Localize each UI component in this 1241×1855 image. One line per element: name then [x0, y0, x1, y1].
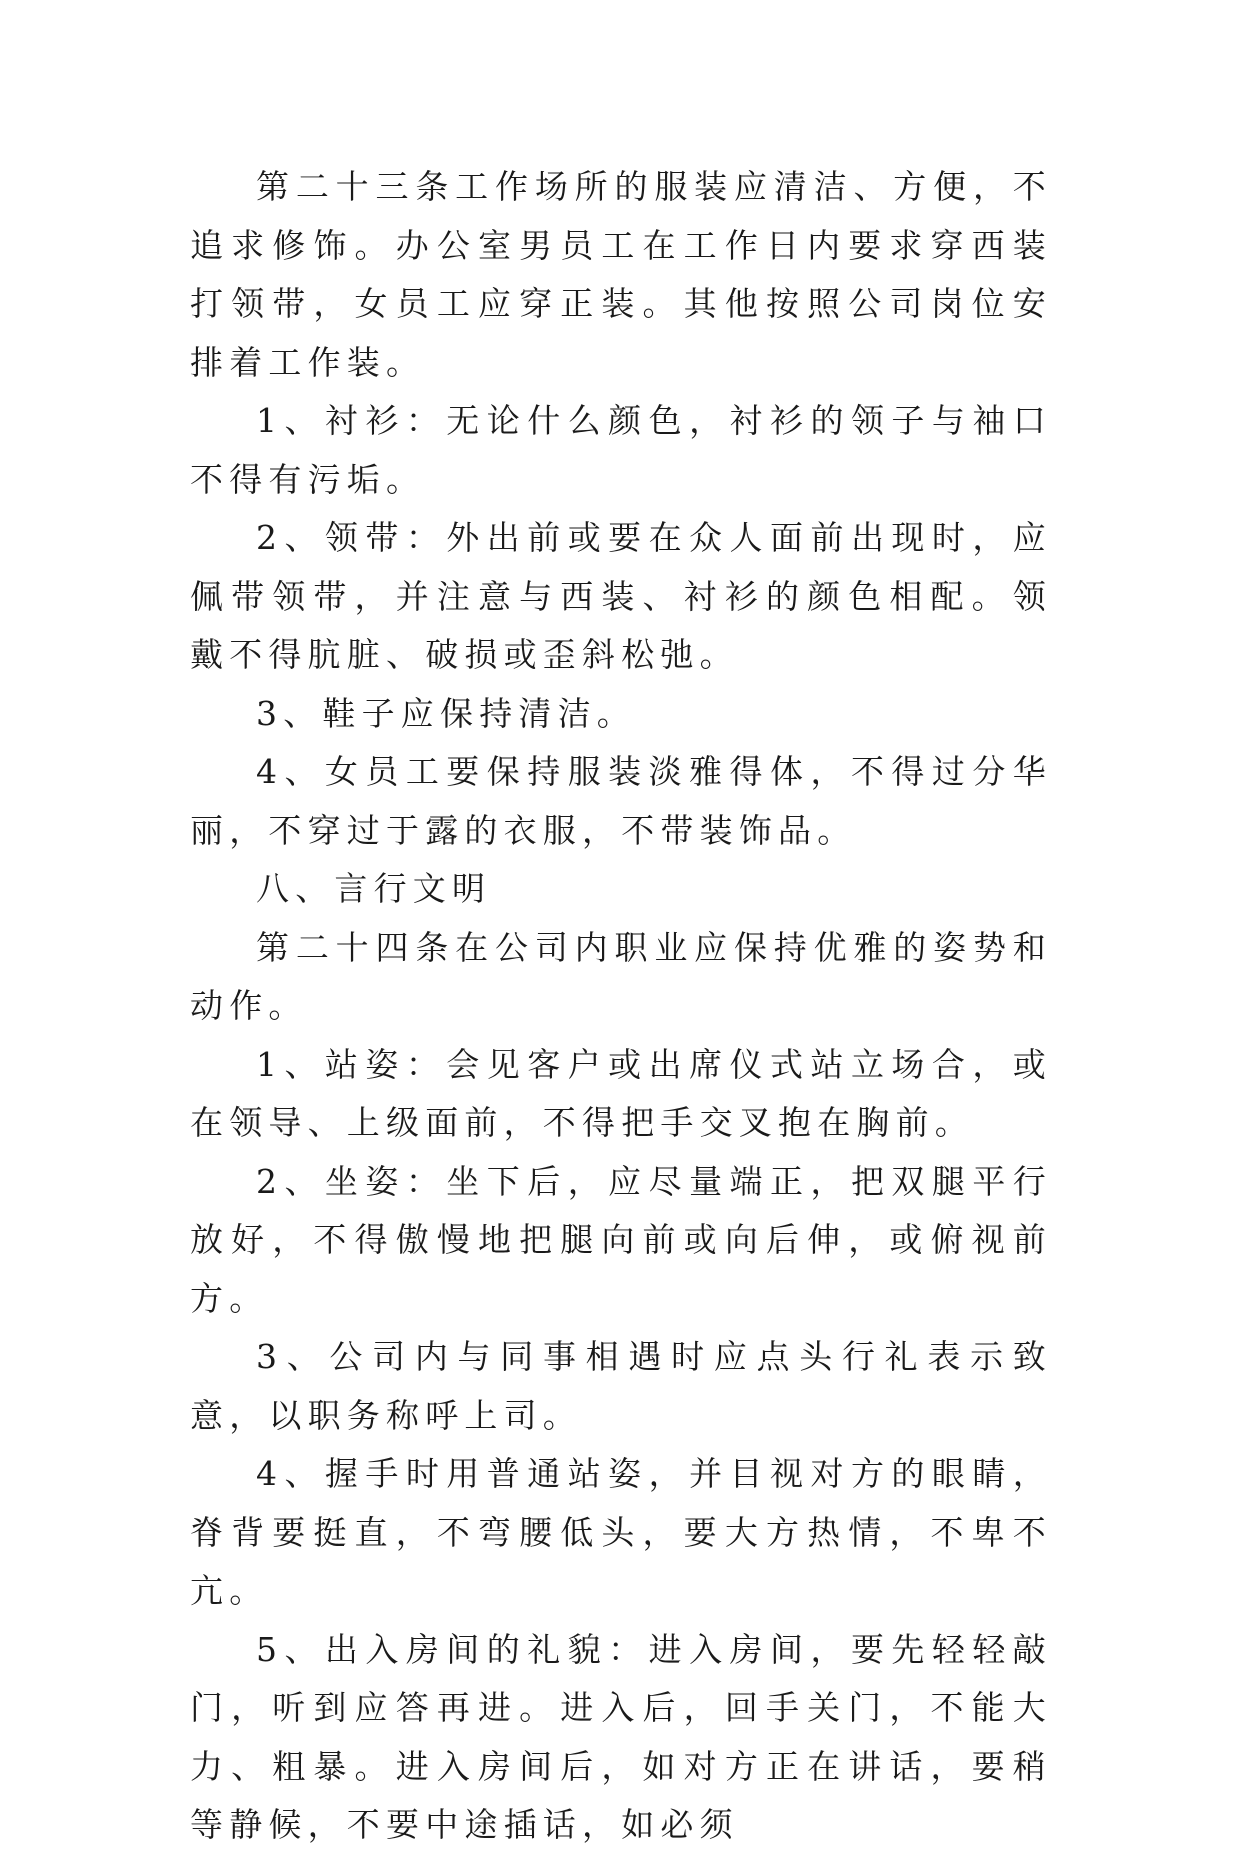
- paragraph-handshake: 4、握手时用普通站姿，并目视对方的眼睛，脊背要挺直，不弯腰低头，要大方热情，不卑不亢。: [190, 1454, 1052, 1610]
- paragraph-greeting: 3、公司内与同事相遇时应点头行礼表示致意，以职务称呼上司。: [190, 1337, 1052, 1435]
- paragraph-shoes: 3、鞋子应保持清洁。: [256, 693, 636, 733]
- document-body: [190, 158, 1052, 1855]
- paragraph-article-24: 第二十四条在公司内职业应保持优雅的姿势和动作。: [190, 927, 1052, 1025]
- paragraph-article-23: 第二十三条工作场所的服装应清洁、方便，不追求修饰。办公室男员工在工作日内要求穿西装打领带，女员工应穿正装。其他按照公司岗位安排着工作装。: [190, 167, 1052, 382]
- paragraph-standing: 1、站姿：会见客户或出席仪式站立场合，或在领导、上级面前，不得把手交叉抱在胸前。: [190, 1044, 1052, 1142]
- paragraph-shirt: 1、衬衫：无论什么颜色，衬衫的领子与袖口不得有污垢。: [190, 401, 1052, 499]
- paragraph-tie: 2、领带：外出前或要在众人面前出现时，应佩带领带，并注意与西装、衬衫的颜色相配。领戴不得肮脏、破损或歪斜松弛。: [190, 518, 1052, 674]
- paragraph-room-etiquette: 5、出入房间的礼貌：进入房间，要先轻轻敲门，听到应答再进。进入后，回手关门，不能大力、粗暴。进入房间后，如对方正在讲话，要稍等静候，不要中途插话，如必须: [190, 1629, 1052, 1844]
- section-heading-civility: 八、言行文明: [256, 869, 492, 908]
- paragraph-sitting: 2、坐姿：坐下后，应尽量端正，把双腿平行放好，不得傲慢地把腿向前或向后伸，或俯视前方。: [190, 1161, 1052, 1318]
- paragraph-female-attire: 4、女员工要保持服装淡雅得体，不得过分华丽，不穿过于露的衣服，不带装饰品。: [190, 752, 1052, 850]
